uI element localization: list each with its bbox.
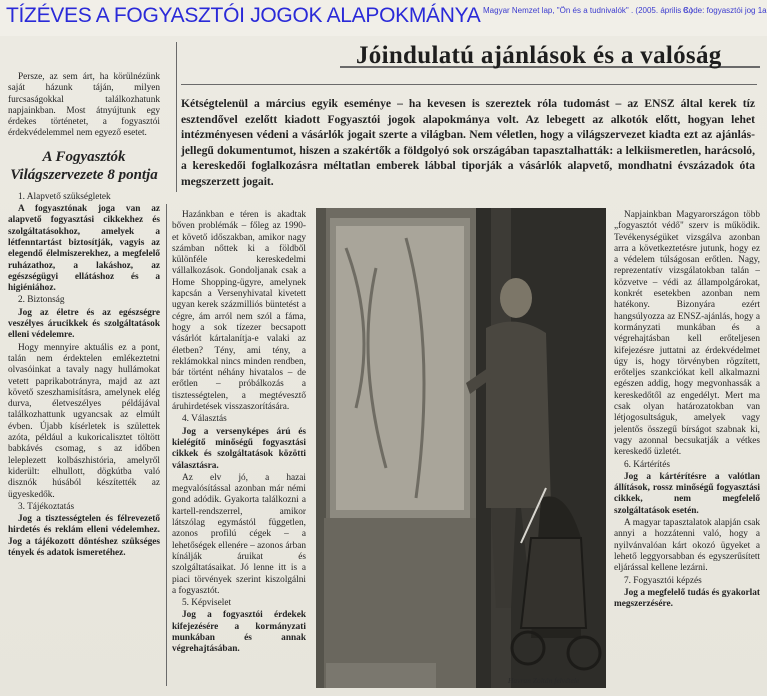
point-4-text: Jog a versenyképes árú és kielégítő minőségű fogyasztási cikkek és szolgáltatások közötti választásra. xyxy=(172,426,306,471)
point-2-commentary: Hogy mennyire aktuális ez a pont, talán nem érdektelen emlékeztetni olvasóinkat a tavaly nagy hullámokat vetett paprikabotrányra, majd az azt követő szeszhamisításra, amelynek elég durva, életveszélyes példájával találkozhattunk ugyancsak az elmúlt évben. Újabb kísérletek is születtek azóta, például a kukoricalisztet töltött babkávés csomag, s az időben leleplezett kolbászhistória, amelyről kiderült: elhullott, dögkútba való disznók húsából készítették az ügyeskedők. xyxy=(8,342,160,500)
section-subhead: A Fogyasztók Világszervezete 8 pontja xyxy=(10,148,158,183)
point-2-heading: 2. Biztonság xyxy=(18,295,65,306)
point-7-heading: 7. Fogyasztói képzés xyxy=(624,575,702,586)
point-4-commentary: Az elv jó, a hazai megvalósítással azonban már némi gond adódik. Gyakorta találkozni a kartell-rendszerrel, amikor látszólag egymástól független, azonos profilú cégek – a lehetőségek ellenére – azonos árban kínálják áruikat és szolgáltatásaikat. Jó lenne itt is a piaci törvények szerint kiszolgálni a fogyasztót. xyxy=(172,472,306,596)
column-rule-1 xyxy=(166,204,167,686)
point-1-text: A fogyasztónak joga van az alapvető fogyasztási cikkekhez és szolgáltatásokhoz, amelyek a létfenntartást biztosítják, vagyis az elegendő élelmiszerekhez, a megfelelő ruházathoz, a lakáshoz, az egészségügyi ellátáshoz és a higiéniához. xyxy=(8,204,160,294)
code-note: Code: fogyasztói jog 1a xyxy=(683,6,767,15)
point-2-text: Jog az életre és az egészségre veszélyes árucikkek és szolgáltatások elleni védelemre. xyxy=(8,307,160,341)
point-6-text: Jog a kártérítésre a valótlan állítások, rossz minőségű fogyasztási cikkek, nem megfelelő szolgáltatások esetén. xyxy=(614,471,760,516)
col2-paragraph-1: Hazánkban e téren is akadtak bőven problémák – főleg az 1990-et követő időszakban, amikor nagy számban nőttek ki a földből különféle kereskedelmi vállalkozások. Gondoljanak csak a Home Shopping-ügyre, amelynek kapcsán a Versenyhivatal kivetett ugyan kerek százmilliós büntetést a cégre, ám arról nem szól a fáma, hogy a sok tízezer becsapott vásárlót kártalanítja-e valaki az életben? Tény, ami tény, a reklámokkal nincs minden rendben, bár történt néhány hivatalos – de erőtlen – próbálkozás a tisztességtelen, a megtévesztő áruhirdetések visszaszorítására. xyxy=(172,210,306,413)
column-2 xyxy=(172,210,306,692)
column-3 xyxy=(614,210,760,692)
headline-underline xyxy=(181,84,757,85)
point-5-text: Jog a fogyasztói érdekek kifejezésére a kormányzati munkában és annak végrehajtásában. xyxy=(172,610,306,655)
point-4-heading: 4. Választás xyxy=(182,414,227,425)
point-5-heading: 5. Képviselet xyxy=(182,598,232,609)
point-3-heading: 3. Tájékoztatás xyxy=(18,501,75,512)
column-1 xyxy=(8,72,160,692)
point-7-text: Jog a megfelelő tudás és gyakorlat megszerzésére. xyxy=(614,587,760,610)
column-rule-top xyxy=(176,42,177,192)
photo-illustration xyxy=(316,208,606,688)
point-6-commentary: A magyar tapasztalatok alapján csak annyi a hozzátenni való, hogy a nyilvánvalóan kárt okozó ügyeket a lehető leggyorsabban és egyszerűsített eljárással kellene lezárni. xyxy=(614,518,760,574)
article-lead: Kétségtelenül a március egyik eseménye – ha kevesen is szereztek róla tudomást – az ENSZ által kerek tíz esztendővel ezelőtt kiadott Fogyasztói jogok alapokmánya volt. Az lebegett az alkotók előtt, hogyan lehet intézményesen védeni a vásárlók jogait szerte a világban. Nem véletlen, hogy a világszervezet kiadta ezt az ajánlás-jellegű dokumentumot, hiszen a szakértők a földgolyó sok országában tapasztalhatták: a lelkiismeretlen, harácsoló, a kereskedői foglalkozásra méltatlan emberek lábbal tiporják a vásárlók alapvető, mondhatni évszázadok óta megszerzett jogait. xyxy=(181,97,755,188)
point-1-heading: 1. Alapvető szükségletek xyxy=(18,191,111,202)
point-3-text: Jog a tisztességtelen és félrevezető hirdetés és reklám elleni védelemhez. Jog a tájékozott döntéshez szükséges tények és adatok ismeretéhez. xyxy=(8,514,160,558)
intro-paragraph: Persze, az sem árt, ha körülnézünk saját házunk táján, milyen furcsaságokkal találkozhatunk napjainkban. Most átnyújtunk egy érdekes történetet, a fogyasztói érdekvédelemmel nem egyező esetet. xyxy=(8,72,160,139)
article-headline: Jóindulatú ajánlások és a valóság xyxy=(356,42,722,69)
photo-caption: Havran Zoltán felvétele xyxy=(508,676,580,685)
article-photo xyxy=(316,208,606,688)
source-note: Magyar Nemzet lap, "Ön és a tudnivalók" . (2005. április 8.) xyxy=(483,6,693,15)
document-title: TÍZÉVES A FOGYASZTÓI JOGOK ALAPOKMÁNYA xyxy=(6,4,481,27)
col3-paragraph-1: Napjainkban Magyarországon több „fogyasztót védő" szerv is működik. Tevékenységüket vizsgálva azonban arra a következtetésre jutunk, hogy ez a védelem túlságosan erőtlen. Nagy, reprezentatív vizsgálatokban talán – közvetve – védi az állampolgárokat, konkrét esetekben azonban nem hatékony. Bizonyára ezért hangsúlyozza az ENSZ-ajánlás, hogy a kormányzati munkában és a végrehajtásban kell erőteljesen kifejezésre juttatni az érdekvédelmet úgy is, hogy törvényben rögzített, erőteljes szankciókat kell alkalmazni egészen addig, hogy megvonhassák a kereskedőtől az engedélyt. Mert ma csak olyan határozatokban van létjogosultságuk, amelyek vagy jelentős összegű bírságot szabnak ki, vagy azonnal becsukatják a vétkes kereskedő üzletét. xyxy=(614,210,760,458)
point-6-heading: 6. Kártérítés xyxy=(624,459,670,470)
